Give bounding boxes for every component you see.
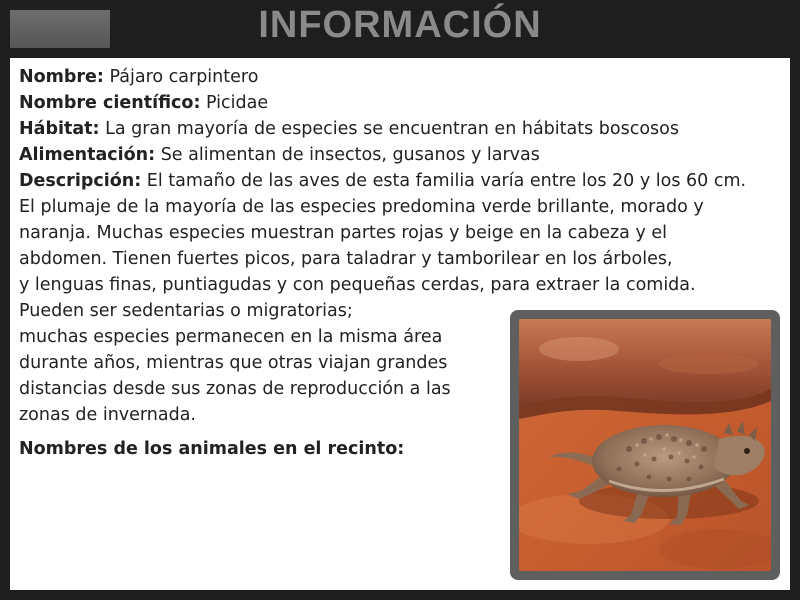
info-panel	[10, 58, 790, 590]
descripcion-line: abdomen. Tienen fuertes picos, para taladrar y tamborilear en los árboles,	[19, 249, 673, 269]
habitat-row	[19, 116, 787, 142]
habitat-label: Hábitat:	[19, 119, 100, 139]
nombre-label: Nombre:	[19, 67, 104, 87]
cientifico-label: Nombre científico:	[19, 93, 201, 113]
descripcion-line: El tamaño de las aves de esta familia varía entre los 20 y los 60 cm.	[141, 171, 747, 191]
descripcion-line: durante años, mientras que otras viajan grandes	[19, 353, 448, 373]
animal-names-heading: Nombres de los animales en el recinto:	[19, 439, 405, 459]
cientifico-value: Picidae	[200, 93, 269, 113]
animal-photo	[519, 319, 771, 571]
page-title: INFORMACIÓN	[258, 4, 542, 46]
descripcion-label: Descripción:	[19, 171, 142, 191]
descripcion-line: muchas especies permanecen en la misma área	[19, 327, 443, 347]
descripcion-line: El plumaje de la mayoría de las especies predomina verde brillante, morado y	[19, 197, 704, 217]
descripcion-line: naranja. Muchas especies muestran partes rojas y beige en la cabeza y el	[19, 223, 668, 243]
alimentacion-label: Alimentación:	[19, 145, 156, 165]
descripcion-row	[19, 168, 787, 194]
nombre-row	[19, 64, 787, 90]
cientifico-row	[19, 90, 787, 116]
alimentacion-row	[19, 142, 787, 168]
descripcion-line: y lenguas finas, puntiagudas y con pequeñas cerdas, para extraer la comida.	[19, 275, 696, 295]
descripcion-line: Pueden ser sedentarias o migratorias;	[19, 301, 353, 321]
descripcion-line: distancias desde sus zonas de reproducción a las	[19, 379, 451, 399]
horned-lizard-photo	[519, 319, 771, 571]
nombre-value: Pájaro carpintero	[103, 67, 259, 87]
habitat-value: La gran mayoría de especies se encuentran en hábitats boscosos	[99, 119, 679, 139]
alimentacion-value: Se alimentan de insectos, gusanos y larvas	[155, 145, 540, 165]
photo-frame	[510, 310, 780, 580]
descripcion-line: zonas de invernada.	[19, 405, 196, 425]
